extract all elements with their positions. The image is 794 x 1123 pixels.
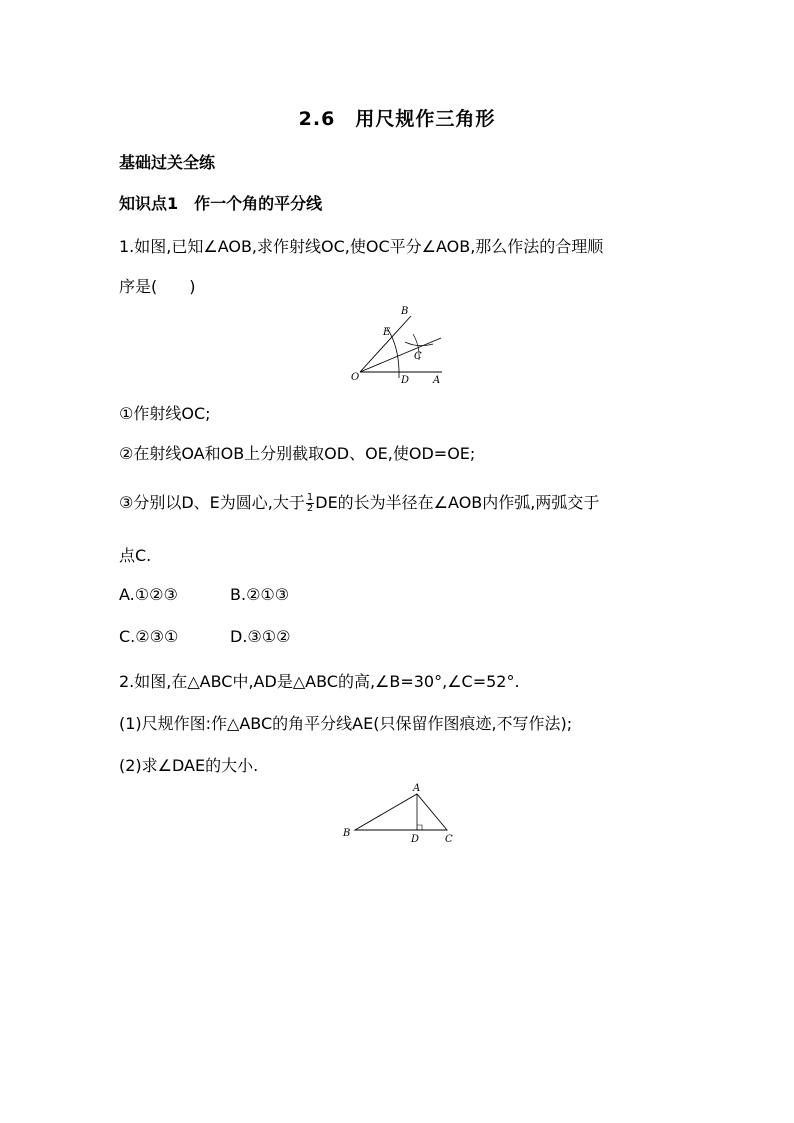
q1-step3-post: DE的长为半径在∠AOB内作弧,两弧交于 xyxy=(315,493,600,512)
right-angle-mark xyxy=(417,825,422,830)
q1-option-c: C.②③① xyxy=(119,627,179,646)
q1-option-d: D.③①② xyxy=(230,627,291,646)
q2-part2: (2)求∠DAE的大小. xyxy=(119,756,259,775)
label-o: O xyxy=(351,372,360,383)
section-heading: 基础过关全练 xyxy=(119,153,216,172)
label-c: C xyxy=(445,834,453,845)
page-title: 2.6 用尺规作三角形 xyxy=(298,108,496,130)
fraction-denominator: 2 xyxy=(306,503,314,514)
arc-from-d xyxy=(405,342,433,346)
fraction-half xyxy=(306,493,314,514)
q2-figure xyxy=(335,778,465,848)
q1-option-b: B.②①③ xyxy=(230,585,290,604)
label-c: C xyxy=(414,351,422,362)
q1-step3 xyxy=(119,490,599,514)
q2-stem: 2.如图,在△ABC中,AD是△ABC的高,∠B=30°,∠C=52°. xyxy=(119,672,520,691)
q1-option-a: A.①②③ xyxy=(119,585,178,604)
q1-step2: ②在射线OA和OB上分别截取OD、OE,使OD=OE; xyxy=(119,444,476,463)
q1-figure xyxy=(345,300,455,392)
label-a: A xyxy=(413,783,421,794)
q1-stem-line2: 序是( ) xyxy=(119,277,196,296)
q1-step1: ①作射线OC; xyxy=(119,404,211,423)
q1-stem-line1: 1.如图,已知∠AOB,求作射线OC,使OC平分∠AOB,那么作法的合理顺 xyxy=(119,237,604,256)
label-e: E xyxy=(383,327,391,338)
fraction-numerator: 1 xyxy=(306,492,314,503)
label-b: B xyxy=(343,828,351,839)
label-d: D xyxy=(411,834,420,845)
q1-step3-pre: ③分别以D、E为圆心,大于 xyxy=(119,493,305,512)
knowledge-point-heading: 知识点1 作一个角的平分线 xyxy=(119,194,323,213)
label-b: B xyxy=(401,306,409,317)
label-d: D xyxy=(401,375,410,386)
q1-step3-line2: 点C. xyxy=(119,546,152,565)
ray-ob xyxy=(360,316,411,372)
ray-oc xyxy=(360,338,441,372)
q2-part1: (1)尺规作图:作△ABC的角平分线AE(只保留作图痕迹,不写作法); xyxy=(119,714,573,733)
triangle-abc xyxy=(355,794,447,830)
label-a: A xyxy=(433,375,441,386)
